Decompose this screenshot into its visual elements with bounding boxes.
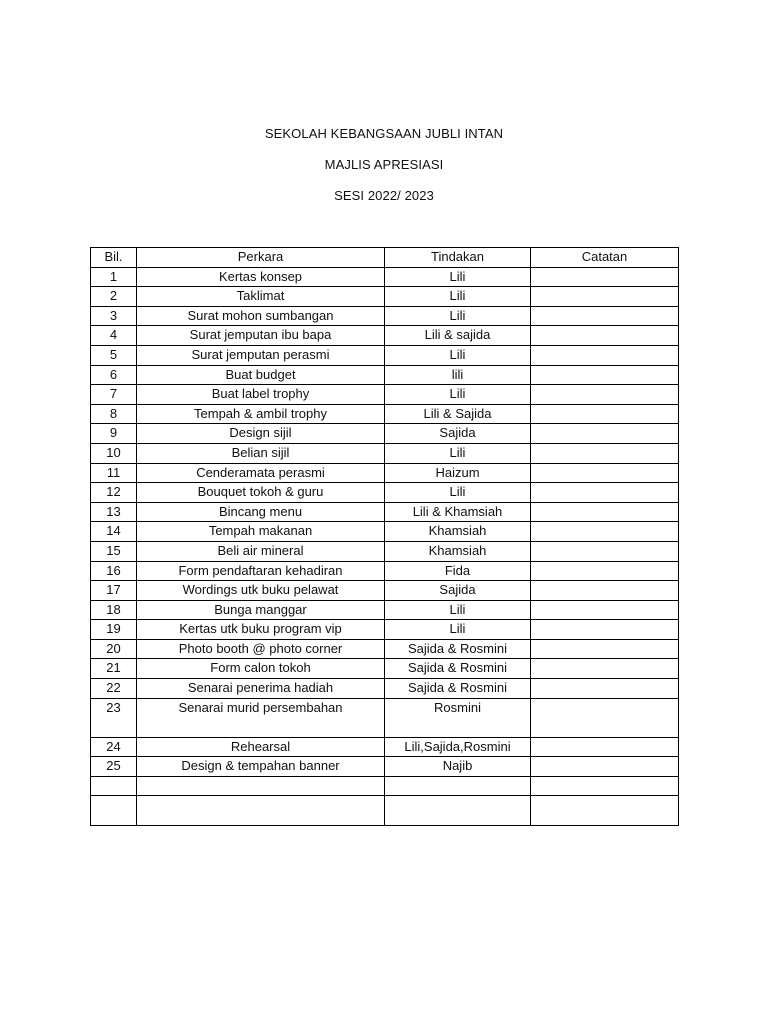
cell-bil: 16: [91, 561, 137, 581]
cell-bil: [91, 796, 137, 826]
column-header-bil: Bil.: [91, 248, 137, 268]
table-row: [91, 757, 679, 777]
cell-perkara: Bunga manggar: [137, 600, 385, 620]
cell-perkara: Surat mohon sumbangan: [137, 306, 385, 326]
cell-tindakan: Najib: [385, 757, 531, 777]
cell-bil: 12: [91, 483, 137, 503]
table-row: [91, 404, 679, 424]
task-table: [90, 247, 679, 826]
table-row: [91, 306, 679, 326]
cell-bil: 22: [91, 679, 137, 699]
column-header-perkara: Perkara: [137, 248, 385, 268]
cell-tindakan: Lili & sajida: [385, 326, 531, 346]
cell-perkara: Wordings utk buku pelawat: [137, 581, 385, 601]
table-row: [91, 502, 679, 522]
cell-bil: 17: [91, 581, 137, 601]
cell-catatan: [531, 757, 679, 777]
cell-perkara: Surat jemputan perasmi: [137, 345, 385, 365]
table-row: [91, 424, 679, 444]
cell-tindakan: lili: [385, 365, 531, 385]
cell-catatan: [531, 776, 679, 796]
cell-bil: 4: [91, 326, 137, 346]
cell-catatan: [531, 345, 679, 365]
cell-tindakan: Sajida & Rosmini: [385, 679, 531, 699]
cell-bil: 6: [91, 365, 137, 385]
cell-perkara: Photo booth @ photo corner: [137, 639, 385, 659]
cell-tindakan: Fida: [385, 561, 531, 581]
cell-catatan: [531, 698, 679, 737]
cell-perkara: Kertas utk buku program vip: [137, 620, 385, 640]
cell-perkara: Bincang menu: [137, 502, 385, 522]
table-row: [91, 639, 679, 659]
cell-perkara: Senarai penerima hadiah: [137, 679, 385, 699]
cell-catatan: [531, 502, 679, 522]
table-row: [91, 522, 679, 542]
cell-catatan: [531, 404, 679, 424]
cell-bil: 8: [91, 404, 137, 424]
table-row: [91, 267, 679, 287]
cell-perkara: Buat label trophy: [137, 385, 385, 405]
cell-catatan: [531, 541, 679, 561]
cell-catatan: [531, 385, 679, 405]
cell-catatan: [531, 463, 679, 483]
cell-tindakan: Sajida & Rosmini: [385, 659, 531, 679]
cell-bil: 20: [91, 639, 137, 659]
cell-tindakan: Khamsiah: [385, 541, 531, 561]
cell-bil: [91, 776, 137, 796]
cell-tindakan: Lili,Sajida,Rosmini: [385, 737, 531, 757]
table-row: [91, 796, 679, 826]
session-heading: SESI 2022/ 2023: [334, 188, 434, 203]
cell-perkara: Tempah & ambil trophy: [137, 404, 385, 424]
cell-tindakan: Khamsiah: [385, 522, 531, 542]
cell-catatan: [531, 443, 679, 463]
cell-catatan: [531, 483, 679, 503]
cell-tindakan: Lili: [385, 620, 531, 640]
cell-catatan: [531, 620, 679, 640]
column-header-catatan: Catatan: [531, 248, 679, 268]
cell-bil: 23: [91, 698, 137, 737]
table-row: [91, 620, 679, 640]
cell-perkara: Buat budget: [137, 365, 385, 385]
cell-tindakan: Sajida: [385, 424, 531, 444]
cell-bil: 9: [91, 424, 137, 444]
table-row: [91, 581, 679, 601]
table-row: [91, 776, 679, 796]
cell-bil: 25: [91, 757, 137, 777]
table-row: [91, 561, 679, 581]
cell-tindakan: Lili: [385, 385, 531, 405]
table-body: [91, 267, 679, 826]
cell-tindakan: Lili & Khamsiah: [385, 502, 531, 522]
cell-perkara: Bouquet tokoh & guru: [137, 483, 385, 503]
cell-bil: 1: [91, 267, 137, 287]
cell-bil: 3: [91, 306, 137, 326]
cell-catatan: [531, 287, 679, 307]
cell-catatan: [531, 639, 679, 659]
cell-tindakan: Lili: [385, 267, 531, 287]
table-row: [91, 443, 679, 463]
table-row: [91, 287, 679, 307]
cell-catatan: [531, 561, 679, 581]
table-row: [91, 345, 679, 365]
cell-bil: 13: [91, 502, 137, 522]
table-row: [91, 541, 679, 561]
cell-tindakan: Lili: [385, 600, 531, 620]
cell-perkara: Beli air mineral: [137, 541, 385, 561]
cell-perkara: [137, 776, 385, 796]
cell-bil: 15: [91, 541, 137, 561]
cell-bil: 18: [91, 600, 137, 620]
table-row: [91, 365, 679, 385]
cell-bil: 11: [91, 463, 137, 483]
cell-bil: 10: [91, 443, 137, 463]
cell-perkara: Belian sijil: [137, 443, 385, 463]
cell-perkara: Rehearsal: [137, 737, 385, 757]
cell-bil: 5: [91, 345, 137, 365]
cell-perkara: Senarai murid persembahan: [137, 698, 385, 737]
cell-catatan: [531, 659, 679, 679]
cell-tindakan: Sajida: [385, 581, 531, 601]
table-header-row: [91, 248, 679, 268]
cell-catatan: [531, 600, 679, 620]
cell-bil: 2: [91, 287, 137, 307]
column-header-tindakan: Tindakan: [385, 248, 531, 268]
cell-tindakan: Haizum: [385, 463, 531, 483]
cell-perkara: Design sijil: [137, 424, 385, 444]
table-row: [91, 483, 679, 503]
cell-tindakan: Lili: [385, 483, 531, 503]
cell-perkara: Form calon tokoh: [137, 659, 385, 679]
cell-tindakan: Rosmini: [385, 698, 531, 737]
cell-perkara: Cenderamata perasmi: [137, 463, 385, 483]
cell-tindakan: [385, 776, 531, 796]
cell-tindakan: Lili: [385, 287, 531, 307]
cell-catatan: [531, 522, 679, 542]
cell-perkara: Design & tempahan banner: [137, 757, 385, 777]
cell-catatan: [531, 581, 679, 601]
cell-catatan: [531, 796, 679, 826]
table-row: [91, 385, 679, 405]
table-row: [91, 600, 679, 620]
table-row: [91, 737, 679, 757]
cell-perkara: [137, 796, 385, 826]
event-title-heading: MAJLIS APRESIASI: [324, 157, 444, 172]
cell-catatan: [531, 737, 679, 757]
cell-catatan: [531, 424, 679, 444]
cell-perkara: Form pendaftaran kehadiran: [137, 561, 385, 581]
table-row: [91, 326, 679, 346]
cell-bil: 19: [91, 620, 137, 640]
cell-perkara: Tempah makanan: [137, 522, 385, 542]
table-row: [91, 659, 679, 679]
cell-bil: 21: [91, 659, 137, 679]
cell-tindakan: [385, 796, 531, 826]
cell-bil: 14: [91, 522, 137, 542]
cell-catatan: [531, 365, 679, 385]
cell-tindakan: Lili: [385, 345, 531, 365]
cell-tindakan: Sajida & Rosmini: [385, 639, 531, 659]
cell-tindakan: Lili: [385, 306, 531, 326]
cell-bil: 24: [91, 737, 137, 757]
cell-catatan: [531, 326, 679, 346]
cell-perkara: Surat jemputan ibu bapa: [137, 326, 385, 346]
cell-catatan: [531, 679, 679, 699]
cell-tindakan: Lili & Sajida: [385, 404, 531, 424]
table-row: [91, 698, 679, 737]
cell-perkara: Taklimat: [137, 287, 385, 307]
cell-perkara: Kertas konsep: [137, 267, 385, 287]
cell-catatan: [531, 306, 679, 326]
table-row: [91, 679, 679, 699]
table-row: [91, 463, 679, 483]
cell-tindakan: Lili: [385, 443, 531, 463]
cell-bil: 7: [91, 385, 137, 405]
school-name-heading: SEKOLAH KEBANGSAAN JUBLI INTAN: [264, 126, 504, 141]
cell-catatan: [531, 267, 679, 287]
